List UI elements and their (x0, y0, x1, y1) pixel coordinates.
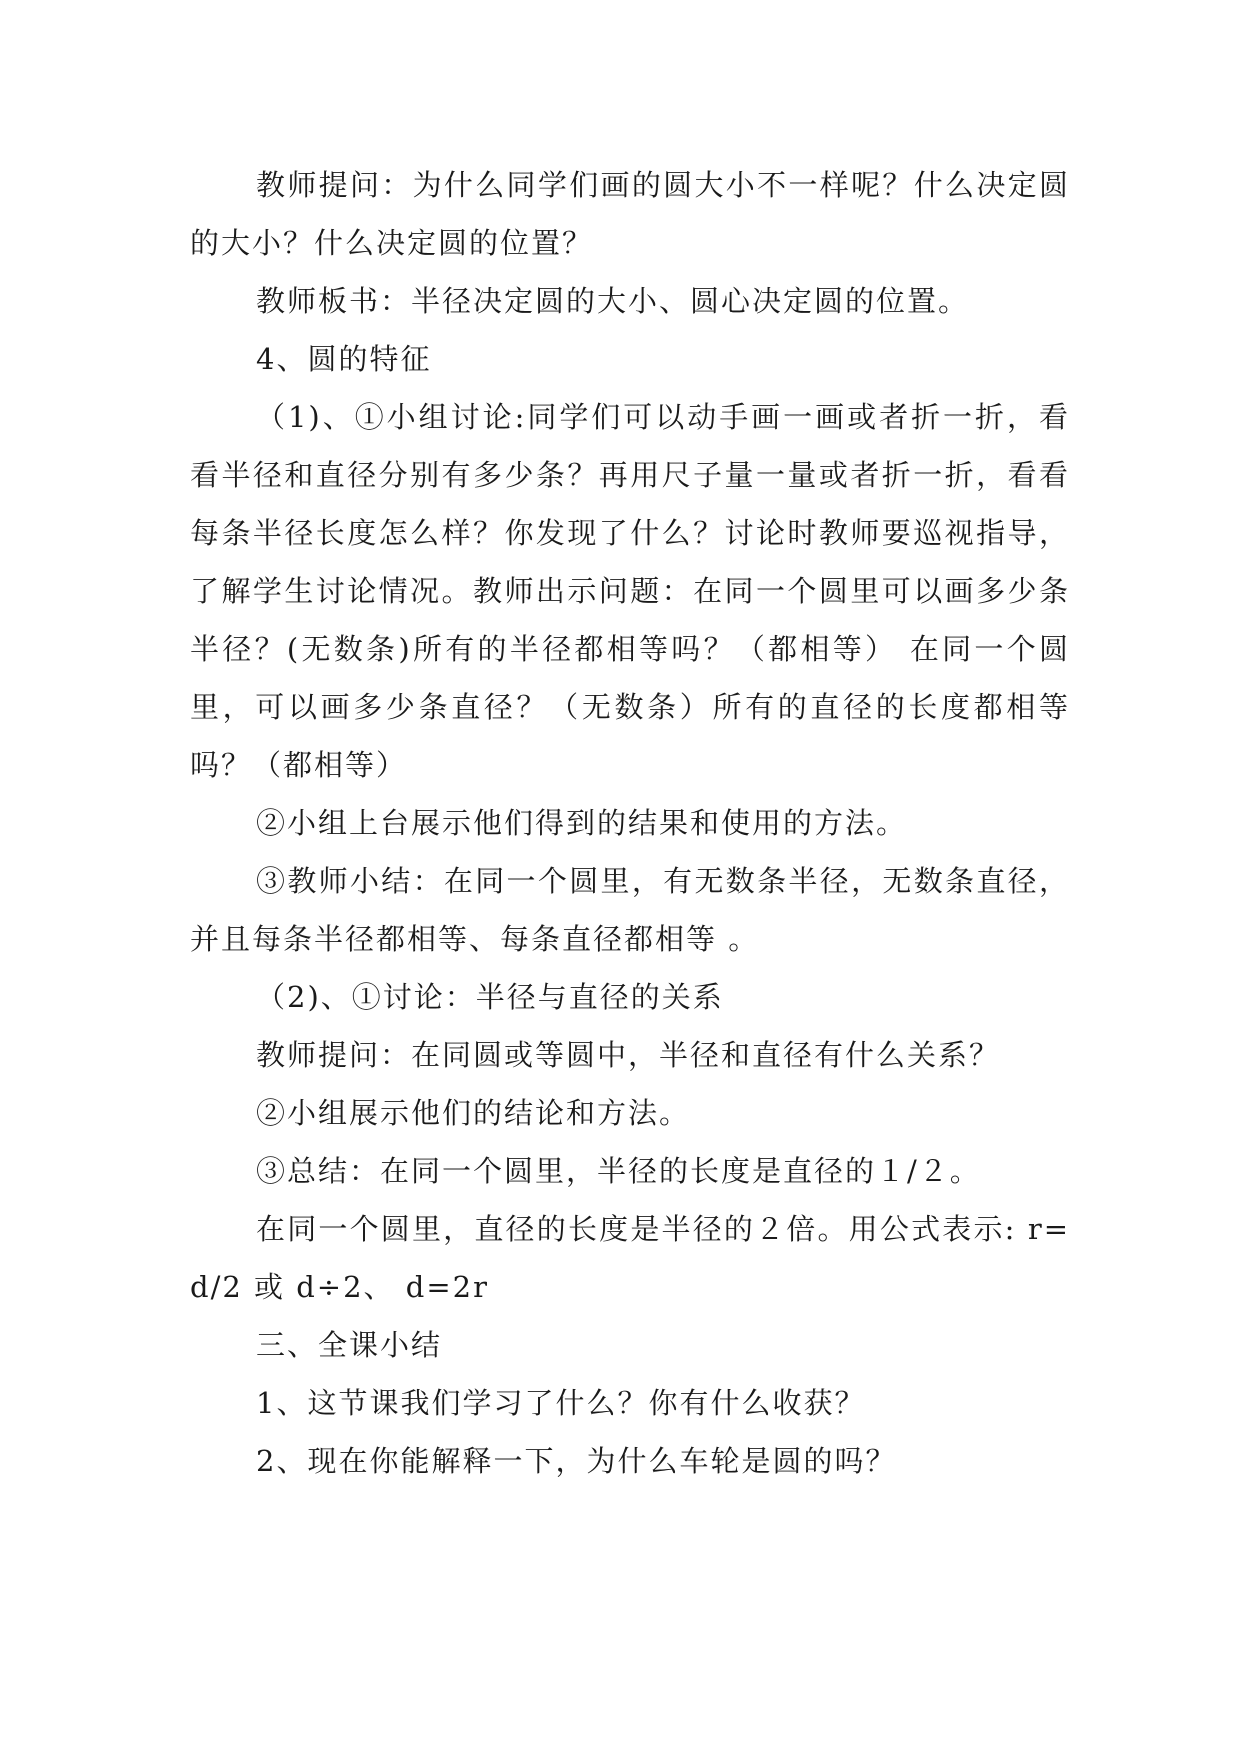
paragraph-teacher-summary: ③教师小结：在同一个圆里，有无数条半径，无数条直径，并且每条半径都相等、每条直径都相等 。 (190, 864, 1070, 956)
section-heading-lesson-summary: 三、全课小结 (256, 1328, 443, 1362)
paragraph-teacher-question: 教师提问：为什么同学们画的圆大小不一样呢？什么决定圆的大小？什么决定圆的位置？ (190, 168, 1070, 260)
paragraph-discussion-relation: （2)、①讨论：半径与直径的关系 (256, 980, 724, 1014)
paragraph-formula: 在同一个圆里，直径的长度是半径的２倍。用公式表示: r=d/2 或 d÷2、 d=2r (190, 1212, 1070, 1304)
paragraph-summary-radius: ③总结：在同一个圆里，半径的长度是直径的１/２。 (256, 1154, 981, 1188)
paragraph-summary-question-1: 1、这节课我们学习了什么？你有什么收获？ (256, 1386, 866, 1420)
paragraph-group-conclusion: ②小组展示他们的结论和方法。 (256, 1096, 691, 1130)
paragraph-group-discussion: （1)、①小组讨论:同学们可以动手画一画或者折一折，看看半径和直径分别有多少条？再用尺子量一量或者折一折，看看每条半径长度怎么样？你发现了什么？讨论时教师要巡视指导，了解学生讨论情况。教师出示问题：在同一个圆里可以画多少条半径？(无数条)所有的半径都相等吗？（都相等） 在同一个圆里，可以画多少条直径？（无数条）所有的直径的长度都相等吗？（都相等） (190, 400, 1070, 782)
section-heading-circle-features: 4、圆的特征 (256, 342, 432, 376)
document-body (190, 156, 1070, 1490)
paragraph-teacher-question-relation: 教师提问：在同圆或等圆中，半径和直径有什么关系？ (256, 1038, 1001, 1072)
paragraph-teacher-board: 教师板书：半径决定圆的大小、圆心决定圆的位置。 (256, 284, 970, 318)
paragraph-summary-question-2: 2、现在你能解释一下，为什么车轮是圆的吗？ (256, 1444, 897, 1478)
paragraph-group-show: ②小组上台展示他们得到的结果和使用的方法。 (256, 806, 908, 840)
